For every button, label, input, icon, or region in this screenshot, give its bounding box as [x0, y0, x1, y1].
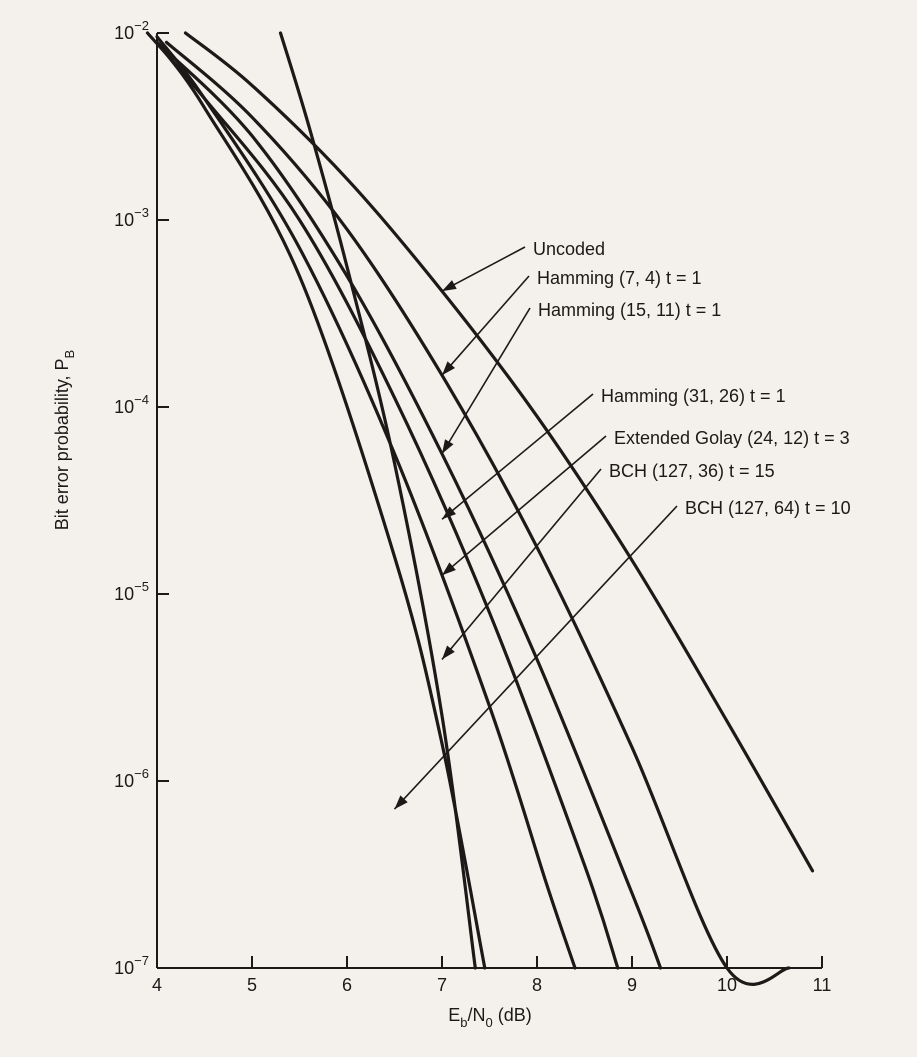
leader-bch-127-64 [395, 506, 678, 809]
x-tick-label: 4 [151, 975, 163, 995]
y-tick-label: $10^{-7}$ [114, 953, 149, 978]
x-tick-label: 11 [812, 975, 832, 995]
x-tick-label: 5 [246, 975, 258, 995]
x-axis-title: $E_b/N_0$ (dB) [448, 1005, 532, 1030]
legend-label-bch-127-36: BCH (127, 36) t = 15 [609, 461, 775, 481]
x-tick-label: 6 [341, 975, 353, 995]
x-tick-label: 9 [626, 975, 638, 995]
y-tick-label: $10^{-3}$ [114, 205, 149, 230]
legend-label-hamming-31-26: Hamming (31, 26) t = 1 [601, 386, 786, 406]
y-axis-title: Bit error probability, $P_B$ [52, 349, 77, 531]
x-tick-label: 7 [436, 975, 448, 995]
x-tick-label: 10 [716, 975, 738, 995]
leader-hamming-7-4 [442, 276, 529, 375]
arrowhead-hamming-15-11 [442, 439, 454, 454]
legend-label-hamming-15-11: Hamming (15, 11) t = 1 [538, 300, 722, 320]
y-tick-label: $10^{-2}$ [114, 18, 149, 43]
curve-bch-127-36 [157, 42, 485, 968]
arrowhead-uncoded [442, 280, 457, 291]
y-tick-label: $10^{-6}$ [114, 766, 149, 791]
leader-hamming-15-11 [442, 308, 530, 454]
curve-hamming-31-26 [148, 33, 618, 968]
curve-hamming-15-11 [157, 42, 661, 968]
y-tick-label: $10^{-5}$ [114, 579, 149, 604]
legend-label-golay-24-12: Extended Golay (24, 12) t = 3 [614, 428, 850, 448]
x-tick-label: 8 [531, 975, 543, 995]
y-tick-label: $10^{-4}$ [114, 392, 149, 417]
legend-label-uncoded: Uncoded [533, 239, 606, 259]
leader-uncoded [442, 247, 525, 291]
legend-label-bch-127-64: BCH (127, 64) t = 10 [685, 498, 851, 518]
curve-uncoded [186, 33, 813, 871]
legend-label-hamming-7-4: Hamming (7, 4) t = 1 [537, 268, 702, 288]
